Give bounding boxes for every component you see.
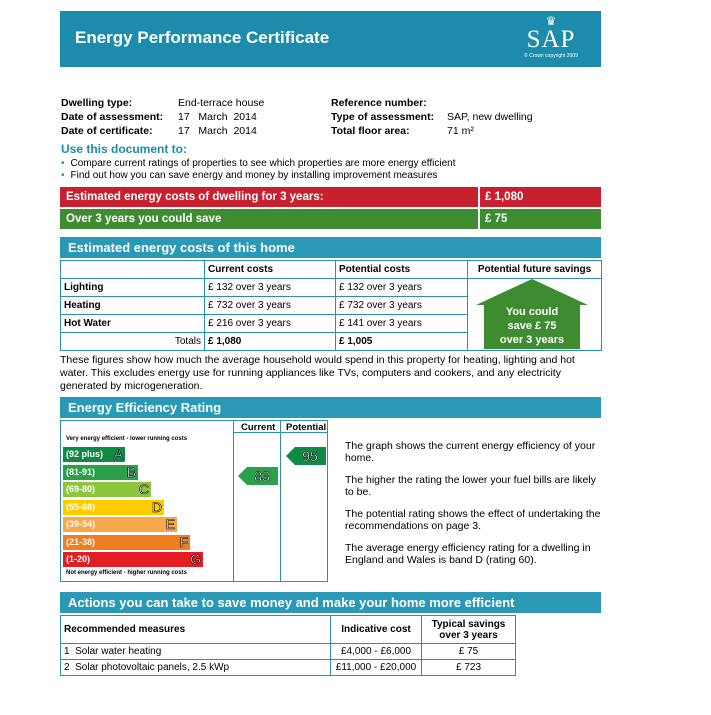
rating-band-b	[63, 465, 138, 480]
costs-section-header	[60, 237, 601, 258]
assessment-type-value: SAP, new dwelling	[447, 111, 533, 123]
rating-section-title: Energy Efficiency Rating	[68, 400, 222, 415]
dwelling-type-value: End-terrace house	[178, 97, 265, 109]
actions-section-header	[60, 592, 601, 613]
savings-arrow	[476, 279, 588, 349]
rating-band-range: (81-91)	[66, 466, 96, 477]
certificate-date-label: Date of certificate:	[61, 125, 153, 137]
rating-band-letter: B	[126, 463, 136, 480]
action-cost: £4,000 - £6,000	[331, 644, 422, 660]
total-potential: £ 1,005	[336, 333, 468, 351]
rating-bottom-note: Not energy efficient - higher running costs	[66, 570, 188, 576]
table-header: Recommended measures	[61, 616, 331, 644]
reference-label: Reference number:	[331, 97, 427, 109]
certificate-date-value: 17 March 2014	[178, 125, 257, 137]
actions-table	[60, 615, 516, 676]
save-bar	[60, 209, 601, 229]
rating-band-c	[63, 482, 151, 497]
table-row	[61, 616, 516, 644]
action-saving: £ 75	[422, 644, 516, 660]
table-header: Potential costs	[336, 261, 468, 279]
total-current: £ 1,080	[205, 333, 336, 351]
use-bullet-1: • Compare current ratings of properties to see which properties are more energy efficient	[61, 158, 456, 169]
totals-label: Totals	[61, 333, 205, 351]
estimated-cost-value: £ 1,080	[485, 191, 524, 203]
rating-band-f	[63, 535, 190, 550]
assessment-date-label: Date of assessment:	[61, 111, 164, 123]
current-rating-arrow	[238, 467, 278, 485]
rating-band-letter: G	[190, 551, 201, 567]
crown-icon: ♛	[545, 14, 557, 28]
action-measure: 1 Solar water heating	[61, 644, 331, 660]
assessment-date-value: 17 March 2014	[178, 111, 257, 123]
rating-explain-4: The average energy efficiency rating for a dwelling in England and Wales is band D (rating 60).	[345, 542, 591, 566]
rating-explain-3: The potential rating shows the effect of undertaking the recommendations on page 3.	[345, 508, 601, 532]
rating-band-a	[63, 447, 125, 462]
table-row	[61, 261, 602, 279]
savings-line-2: save £ 75	[507, 320, 557, 332]
rating-band-range: (39-54)	[66, 519, 96, 529]
table-row	[61, 644, 516, 660]
cost-row-name: Hot Water	[61, 315, 205, 333]
cost-row-name: Heating	[61, 297, 205, 315]
rating-band-d	[63, 500, 164, 515]
savings-line-1: You could	[505, 306, 559, 318]
potential-rating-arrow	[286, 447, 326, 465]
rating-band-letter: D	[151, 498, 162, 515]
table-header: Typical savings over 3 years	[422, 616, 516, 644]
cost-row-current: £ 132 over 3 years	[205, 279, 336, 297]
rating-band-letter: E	[165, 516, 175, 532]
rating-current-column	[233, 420, 281, 582]
table-row	[61, 660, 516, 676]
cost-row-current: £ 732 over 3 years	[205, 297, 336, 315]
savings-line-3: over 3 years	[499, 334, 565, 346]
actions-section-title: Actions you can take to save money and make your home more efficient	[68, 595, 515, 610]
cost-row-potential: £ 132 over 3 years	[336, 279, 468, 297]
action-cost: £11,000 - £20,000	[331, 660, 422, 676]
dwelling-type-label: Dwelling type:	[61, 97, 133, 109]
potential-rating-value: 95	[302, 448, 318, 464]
use-bullet-2: • Find out how you can save energy and money by installing improvement measures	[61, 170, 438, 181]
floor-area-value: 71 m²	[447, 125, 474, 137]
table-header: Current costs	[205, 261, 336, 279]
table-header: Indicative cost	[331, 616, 422, 644]
bullet-icon: •	[61, 170, 65, 181]
sap-logo	[515, 15, 587, 65]
table-header: Potential future savings	[468, 261, 602, 279]
rating-band-letter: F	[179, 533, 188, 550]
rating-band-e	[63, 517, 177, 532]
rating-top-note: Very energy efficient - lower running costs	[66, 436, 188, 442]
save-value: £ 75	[485, 213, 508, 225]
estimated-cost-label: Estimated energy costs of dwelling for 3 years:	[66, 191, 324, 203]
page-title: Energy Performance Certificate	[75, 28, 330, 47]
cost-row-potential: £ 141 over 3 years	[336, 315, 468, 333]
rating-band-g	[63, 552, 203, 567]
rating-band-range: (92 plus)	[66, 449, 104, 459]
assessment-type-label: Type of assessment:	[331, 111, 435, 123]
costs-section-title: Estimated energy costs of this home	[68, 240, 295, 255]
rating-band-letter: A	[113, 446, 123, 462]
action-measure: 2 Solar photovoltaic panels, 2.5 kWp	[61, 660, 331, 676]
rating-band-letter: C	[138, 481, 149, 497]
certificate-header	[60, 11, 601, 67]
sap-logo-text: SAP	[526, 26, 576, 53]
bullet-icon: •	[61, 158, 65, 169]
action-saving: £ 723	[422, 660, 516, 676]
rating-explain-2: The higher the rating the lower your fuel bills are likely to be.	[345, 474, 596, 498]
rating-col-current: Current	[241, 422, 276, 433]
rating-band-range: (1-20)	[66, 554, 91, 564]
logo-copyright: © Crown copyright 2009	[524, 53, 578, 59]
cost-row-current: £ 216 over 3 years	[205, 315, 336, 333]
estimated-cost-bar	[60, 187, 601, 207]
rating-explain-1: The graph shows the current energy efficiency of your home.	[345, 440, 596, 464]
explanation-text: These figures show how much the average household would spend in this property for heating, lighting and hot water. This excludes energy use for running appliances like TVs, computers and cookers, and any electricity generated by microgeneration.	[60, 354, 575, 392]
rating-band-range: (69-80)	[66, 484, 96, 494]
rating-col-potential: Potential	[286, 422, 327, 433]
use-document-title: Use this document to:	[61, 142, 188, 156]
rating-band-range: (21-38)	[66, 536, 96, 547]
floor-area-label: Total floor area:	[331, 125, 410, 137]
table-header	[61, 261, 205, 279]
cost-row-potential: £ 732 over 3 years	[336, 297, 468, 315]
rating-section-header	[60, 397, 601, 418]
cost-row-name: Lighting	[61, 279, 205, 297]
current-rating-value: 83	[254, 468, 270, 484]
rating-band-range: (55-68)	[66, 501, 96, 512]
save-label: Over 3 years you could save	[66, 213, 222, 225]
